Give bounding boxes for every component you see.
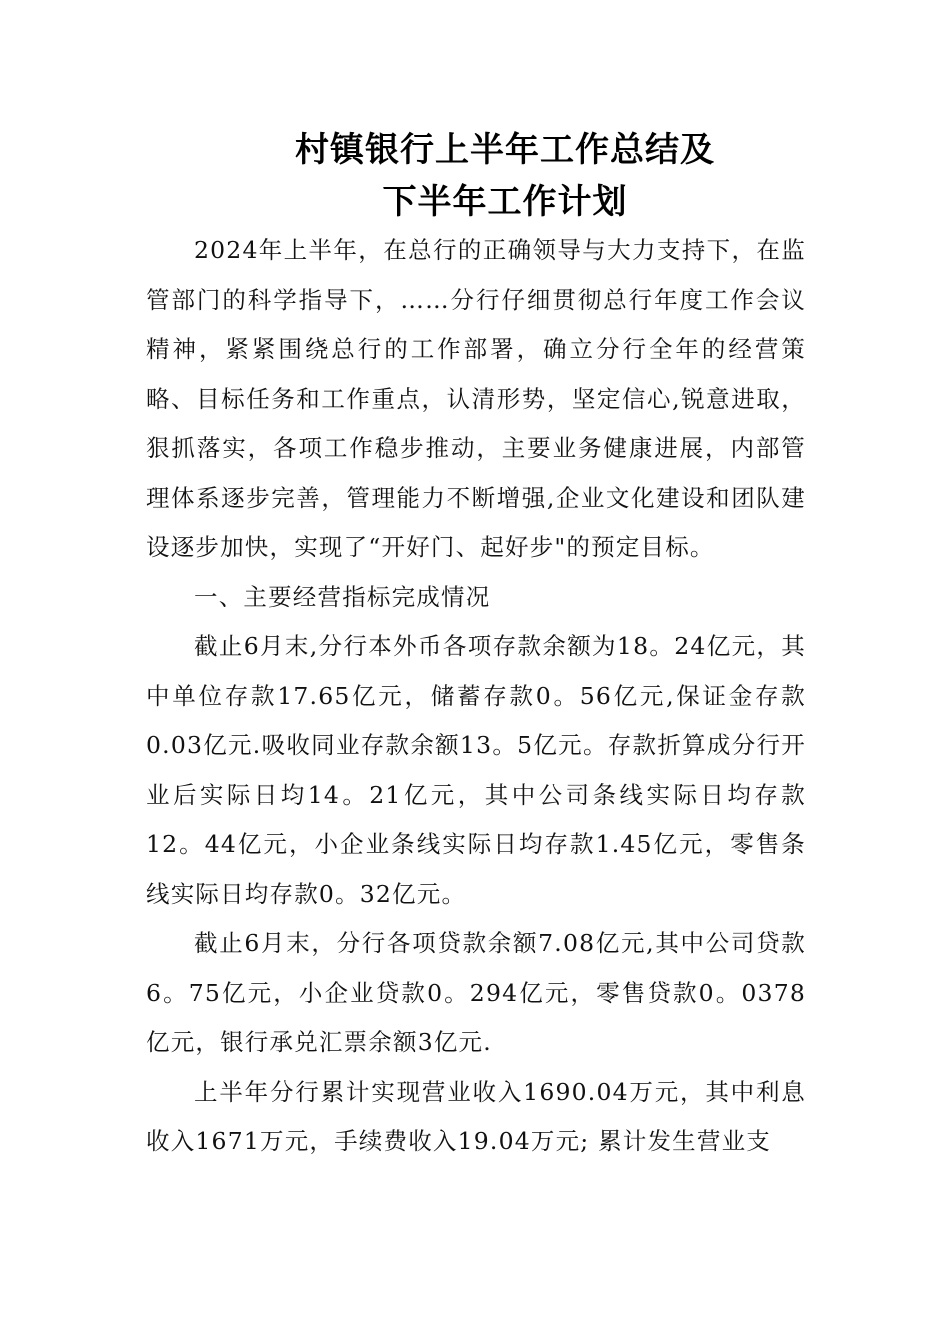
document-body: [146, 226, 806, 1167]
income-paragraph: 上半年分行累计实现营业收入1690.04万元，其中利息收入1671万元，手续费收入19.04万元; 累计发生营业支: [146, 1077, 806, 1155]
section-heading-1: 一、主要经营指标完成情况: [194, 582, 491, 611]
intro-paragraph: 2024年上半年，在总行的正确领导与大力支持下，在监管部门的科学指导下，……分行仔细贯彻总行年度工作会议精神，紧紧围绕总行的工作部署，确立分行全年的经营策略、目标任务和工作重点，认清形势，坚定信心,锐意进取，狠抓落实，各项工作稳步推动，主要业务健康进展，内部管理体系逐步完善，管理能力不断增强,企业文化建设和团队建设逐步加快，实现了“开好门、起好步"的预定目标。: [146, 236, 806, 561]
document-title-line-1: 村镇银行上半年工作总结及: [295, 130, 715, 170]
document-title-line-2: 下半年工作计划: [382, 182, 628, 222]
loan-paragraph: 截止6月末，分行各项贷款余额7.08亿元,其中公司贷款6。75亿元，小企业贷款0。294亿元，零售贷款0。0378亿元，银行承兑汇票余额3亿元.: [146, 929, 806, 1056]
deposit-paragraph: 截止6月末,分行本外币各项存款余额为18。24亿元，其中单位存款17.65亿元，储蓄存款0。56亿元,保证金存款0.03亿元.吸收同业存款余额13。5亿元。存款折算成分行开业后实际日均14。21亿元，其中公司条线实际日均存款12。44亿元，小企业条线实际日均存款1.45亿元，零售条线实际日均存款0。32亿元。: [146, 632, 806, 908]
